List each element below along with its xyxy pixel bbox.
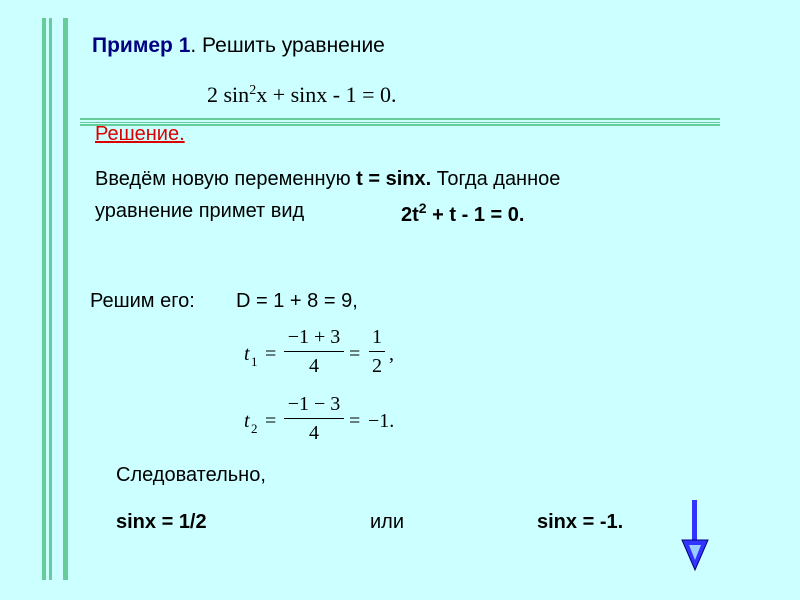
discriminant: D = 1 + 8 = 9, — [236, 290, 358, 312]
case-2: sinx = -1. — [537, 511, 624, 533]
equals-sign: = — [265, 343, 277, 365]
decorative-vertical-stripe — [38, 18, 68, 580]
solution-text: Введём новую переменную — [95, 168, 357, 190]
root-subscript: 1 — [251, 354, 258, 369]
comma: , — [389, 343, 394, 365]
fraction-denominator: 4 — [309, 422, 319, 444]
solution-text: уравнение примет вид — [95, 200, 305, 222]
solution-line-2 — [95, 200, 304, 223]
fraction-bar — [369, 351, 385, 352]
example-task: . Решить уравнение — [190, 34, 385, 57]
equation-part: x + sinx - 1 = 0. — [256, 82, 397, 107]
next-slide-button[interactable] — [680, 500, 710, 572]
equation-exponent: 2 — [418, 200, 427, 216]
equation-exponent: 2 — [249, 83, 257, 98]
root-result: −1. — [368, 410, 395, 432]
case-1: sinx = 1/2 — [116, 511, 207, 533]
fraction-numerator: 1 — [372, 326, 382, 348]
fraction-numerator: −1 − 3 — [287, 393, 341, 415]
down-arrow-icon — [680, 500, 710, 572]
example-equation — [207, 82, 397, 108]
substitution: t = sinx. — [356, 168, 432, 190]
fraction-numerator: −1 + 3 — [287, 326, 341, 348]
root-subscript: 2 — [251, 421, 258, 436]
or-label: или — [370, 511, 405, 533]
conclusion-label: Следовательно, — [116, 464, 266, 486]
fraction-denominator: 4 — [309, 355, 319, 377]
fraction — [369, 324, 385, 379]
root-var: t — [244, 410, 250, 432]
fraction — [284, 391, 344, 446]
equation-part: 2 sin — [207, 82, 250, 107]
example-label: Пример 1 — [92, 34, 191, 57]
equals-sign: = — [349, 410, 361, 432]
solution-text: Тогда данное — [431, 168, 561, 190]
fraction-bar — [284, 418, 344, 419]
example-heading — [92, 34, 385, 58]
solution-heading: Решение. — [95, 123, 185, 145]
fraction-bar — [284, 351, 344, 352]
root-var: t — [244, 343, 250, 365]
solution-line-1 — [95, 168, 560, 191]
equals-sign: = — [265, 410, 277, 432]
quadratic-equation — [401, 200, 524, 227]
equals-sign: = — [349, 343, 361, 365]
equation-part: 2t — [401, 204, 419, 226]
equation-part: + t - 1 = 0. — [426, 204, 525, 226]
fraction-denominator: 2 — [372, 355, 382, 377]
solve-label: Решим его: — [90, 290, 195, 312]
fraction — [284, 324, 344, 379]
